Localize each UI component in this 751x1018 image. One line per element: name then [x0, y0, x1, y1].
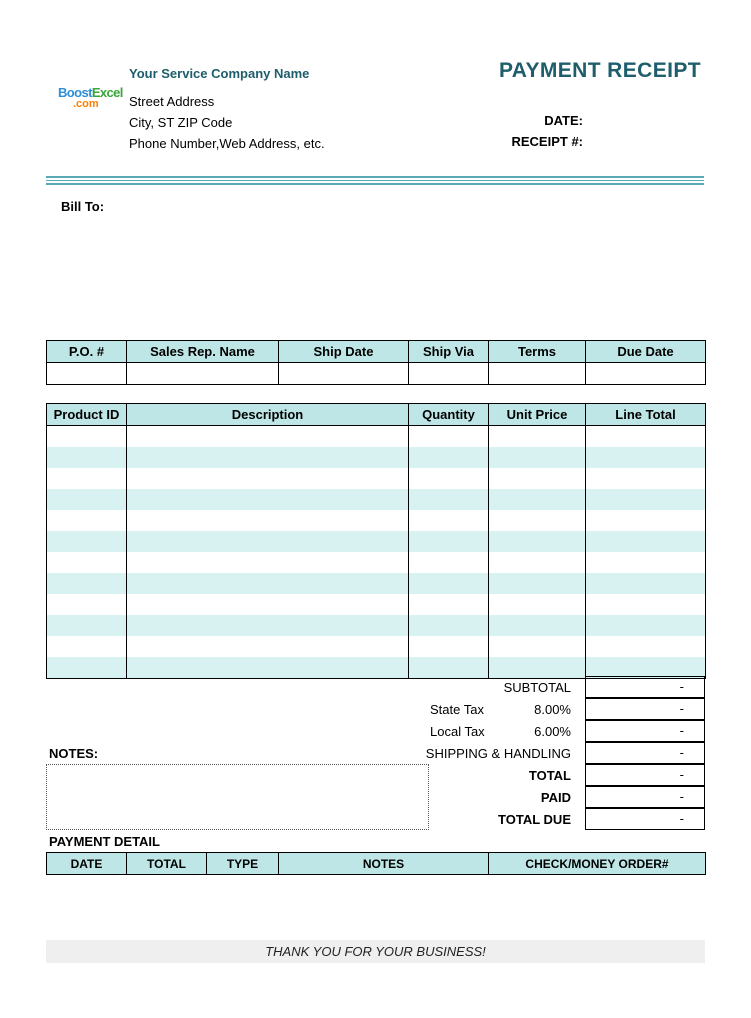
bill-to-label: Bill To:	[61, 199, 105, 214]
table-cell[interactable]	[409, 447, 489, 468]
table-cell[interactable]	[47, 510, 127, 531]
notes-box[interactable]	[46, 764, 429, 830]
table-cell[interactable]	[489, 573, 586, 594]
table-cell[interactable]	[127, 468, 409, 489]
thank-you-footer: THANK YOU FOR YOUR BUSINESS!	[46, 940, 705, 963]
table-cell[interactable]	[409, 552, 489, 573]
table-cell[interactable]	[127, 615, 409, 636]
table-cell[interactable]	[586, 510, 706, 531]
table-cell[interactable]	[586, 426, 706, 448]
table-cell[interactable]	[47, 468, 127, 489]
table-cell[interactable]	[489, 447, 586, 468]
page-title: PAYMENT RECEIPT	[498, 59, 701, 82]
table-row	[47, 447, 706, 468]
table-row	[47, 531, 706, 552]
order-info-table	[46, 340, 706, 385]
table-row	[47, 426, 706, 448]
table-cell[interactable]	[489, 636, 586, 657]
table-cell[interactable]	[489, 657, 586, 679]
description-header: Description	[127, 404, 409, 426]
table-cell[interactable]	[127, 594, 409, 615]
table-cell[interactable]	[489, 552, 586, 573]
table-row	[47, 615, 706, 636]
po-number-cell[interactable]	[47, 363, 127, 385]
payment-detail-table	[46, 852, 706, 875]
local-tax-value[interactable]: -	[585, 720, 705, 742]
payment-type-header: TYPE	[207, 853, 279, 875]
divider-line	[46, 183, 704, 185]
table-cell[interactable]	[47, 615, 127, 636]
table-cell[interactable]	[47, 657, 127, 679]
line-total-header: Line Total	[586, 404, 706, 426]
divider-line	[46, 176, 704, 178]
unit-price-header: Unit Price	[489, 404, 586, 426]
table-cell[interactable]	[127, 426, 409, 448]
table-cell[interactable]	[47, 447, 127, 468]
local-tax-label: Local Tax	[430, 724, 485, 739]
company-city: City, ST ZIP Code	[129, 115, 233, 130]
terms-header: Terms	[489, 341, 586, 363]
paid-label: PAID	[540, 790, 571, 805]
table-cell[interactable]	[47, 489, 127, 510]
table-cell[interactable]	[586, 447, 706, 468]
logo-text-com: .com	[73, 98, 99, 110]
table-cell[interactable]	[127, 552, 409, 573]
line-items-table	[46, 403, 706, 679]
table-cell[interactable]	[127, 531, 409, 552]
table-cell[interactable]	[586, 594, 706, 615]
table-cell[interactable]	[586, 615, 706, 636]
subtotal-value[interactable]: -	[585, 676, 705, 698]
table-cell[interactable]	[127, 489, 409, 510]
table-cell[interactable]	[409, 489, 489, 510]
table-row	[47, 510, 706, 531]
table-row	[47, 594, 706, 615]
table-cell[interactable]	[127, 573, 409, 594]
table-cell[interactable]	[586, 531, 706, 552]
table-cell[interactable]	[47, 636, 127, 657]
total-due-label: TOTAL DUE	[498, 812, 571, 827]
ship-date-header: Ship Date	[279, 341, 409, 363]
table-cell[interactable]	[409, 426, 489, 448]
table-cell[interactable]	[409, 657, 489, 679]
sales-rep-cell[interactable]	[127, 363, 279, 385]
table-row	[47, 636, 706, 657]
terms-cell[interactable]	[489, 363, 586, 385]
table-cell[interactable]	[409, 636, 489, 657]
table-cell[interactable]	[489, 594, 586, 615]
table-cell[interactable]	[489, 426, 586, 448]
receipt-number-label: RECEIPT #:	[511, 134, 583, 149]
table-cell[interactable]	[127, 510, 409, 531]
due-date-cell[interactable]	[586, 363, 706, 385]
table-cell[interactable]	[489, 531, 586, 552]
table-cell[interactable]	[409, 531, 489, 552]
total-label: TOTAL	[528, 768, 571, 783]
payment-notes-header: NOTES	[279, 853, 489, 875]
table-cell[interactable]	[409, 573, 489, 594]
due-date-header: Due Date	[586, 341, 706, 363]
payment-total-header: TOTAL	[127, 853, 207, 875]
company-logo	[58, 85, 123, 116]
ship-via-cell[interactable]	[409, 363, 489, 385]
po-number-header: P.O. #	[47, 341, 127, 363]
product-id-header: Product ID	[47, 404, 127, 426]
table-cell[interactable]	[586, 489, 706, 510]
sales-rep-header: Sales Rep. Name	[127, 341, 279, 363]
table-cell[interactable]	[489, 615, 586, 636]
table-cell[interactable]	[586, 468, 706, 489]
table-row	[47, 468, 706, 489]
ship-date-cell[interactable]	[279, 363, 409, 385]
subtotal-label: SUBTOTAL	[503, 680, 571, 695]
payment-date-header: DATE	[47, 853, 127, 875]
table-cell[interactable]	[47, 531, 127, 552]
table-cell[interactable]	[489, 468, 586, 489]
state-tax-value[interactable]: -	[585, 698, 705, 720]
table-cell[interactable]	[47, 552, 127, 573]
table-cell[interactable]	[47, 594, 127, 615]
state-tax-label: State Tax	[430, 702, 484, 717]
notes-label: NOTES:	[49, 746, 99, 761]
logo-text-excel: Excel	[91, 85, 123, 100]
table-cell[interactable]	[127, 636, 409, 657]
table-cell[interactable]	[47, 573, 127, 594]
company-street: Street Address	[129, 94, 215, 109]
table-cell[interactable]	[409, 510, 489, 531]
table-cell[interactable]	[489, 510, 586, 531]
state-tax-rate: 8.00%	[534, 702, 571, 717]
table-cell[interactable]	[127, 447, 409, 468]
quantity-header: Quantity	[409, 404, 489, 426]
logo-text-boost: Boost	[58, 85, 92, 100]
local-tax-rate: 6.00%	[534, 724, 571, 739]
table-cell[interactable]	[586, 636, 706, 657]
company-name: Your Service Company Name	[129, 66, 310, 81]
table-cell[interactable]	[409, 615, 489, 636]
table-cell[interactable]	[127, 657, 409, 679]
company-contact: Phone Number,Web Address, etc.	[129, 136, 325, 151]
shipping-value[interactable]: -	[585, 742, 705, 764]
table-cell[interactable]	[409, 468, 489, 489]
divider-line	[46, 180, 704, 181]
date-label: DATE:	[544, 113, 583, 128]
total-value[interactable]: -	[585, 764, 705, 786]
ship-via-header: Ship Via	[409, 341, 489, 363]
table-cell[interactable]	[586, 552, 706, 573]
payment-detail-label: PAYMENT DETAIL	[49, 834, 160, 849]
table-cell[interactable]	[489, 489, 586, 510]
shipping-label: SHIPPING & HANDLING	[425, 746, 571, 761]
table-row	[47, 489, 706, 510]
total-due-value[interactable]: -	[585, 808, 705, 830]
table-row	[47, 573, 706, 594]
table-cell[interactable]	[47, 426, 127, 448]
paid-value[interactable]: -	[585, 786, 705, 808]
table-cell[interactable]	[586, 573, 706, 594]
check-money-order-header: CHECK/MONEY ORDER#	[489, 853, 706, 875]
table-cell[interactable]	[409, 594, 489, 615]
table-row	[47, 552, 706, 573]
